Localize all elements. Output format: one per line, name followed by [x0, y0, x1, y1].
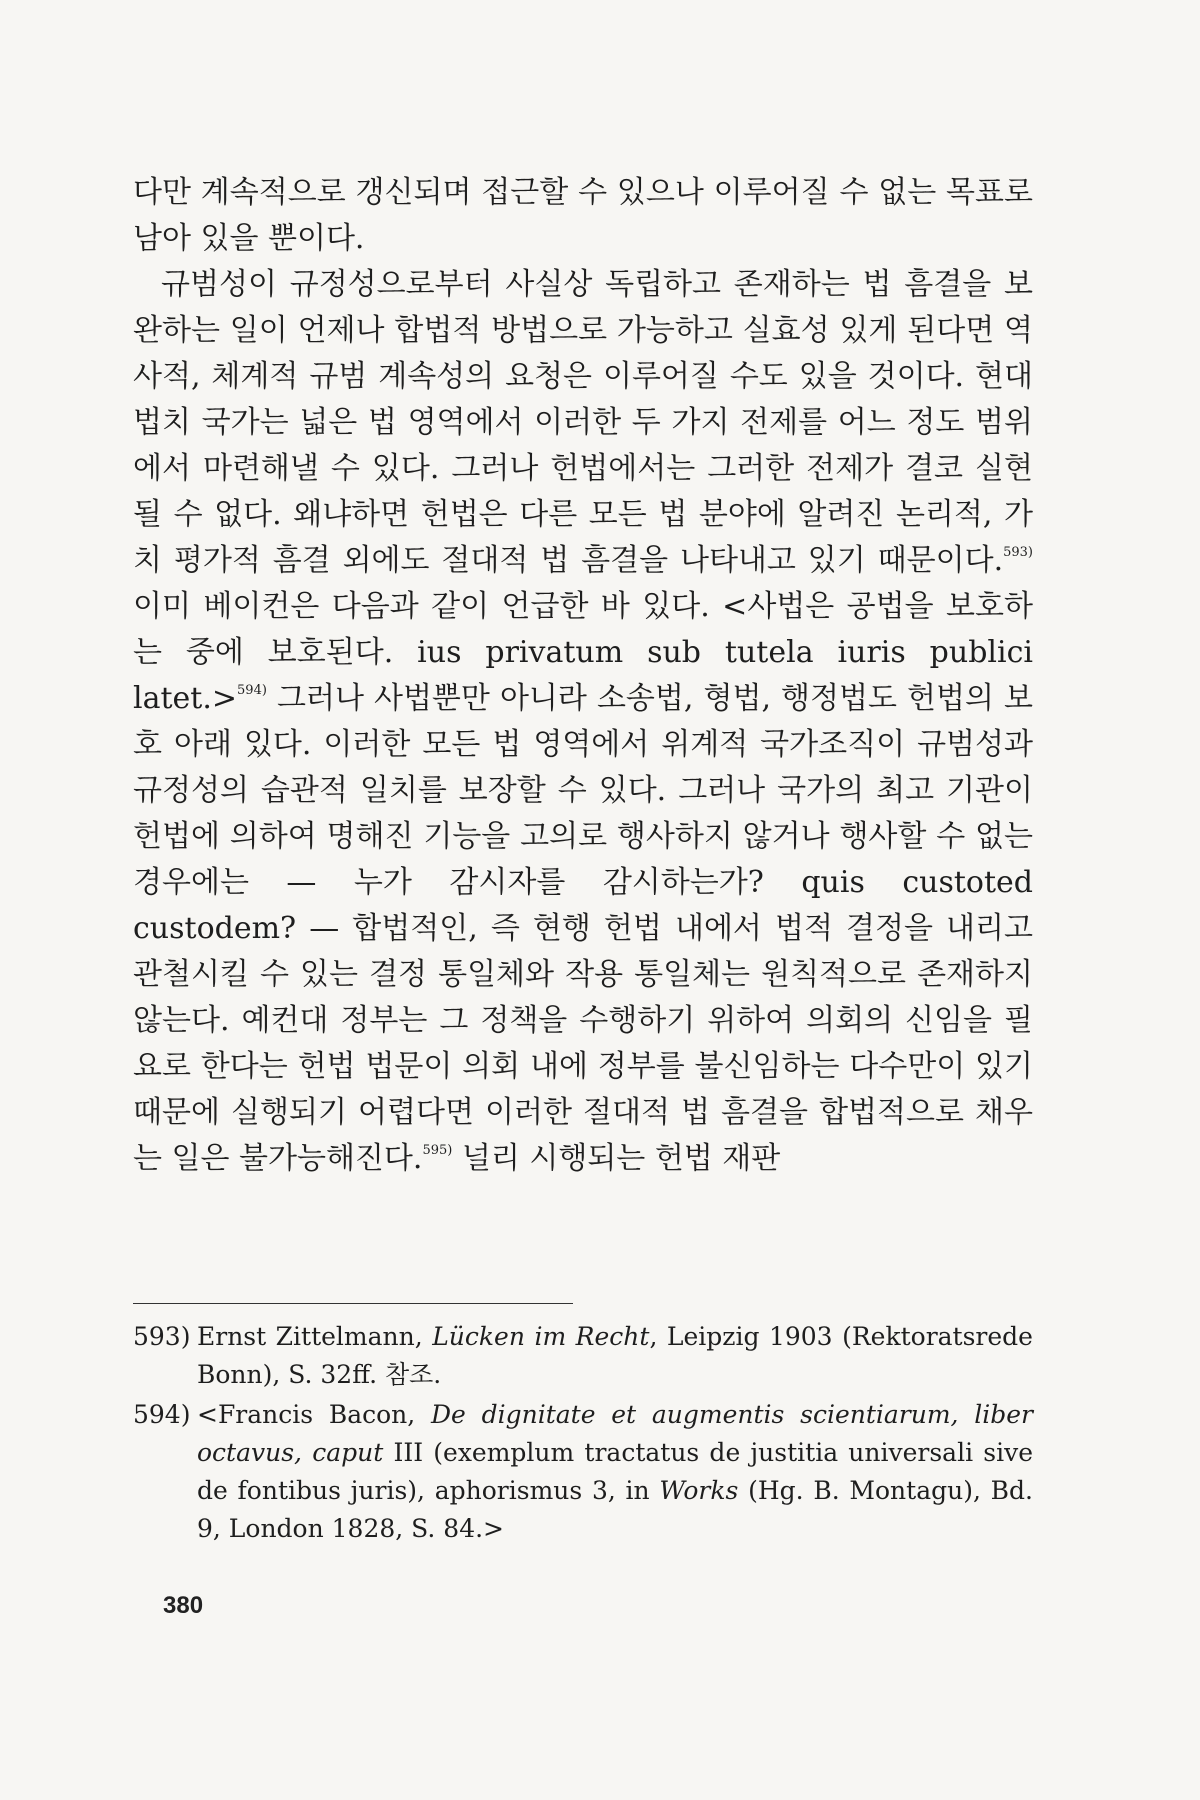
footnote-number: 593)	[133, 1322, 191, 1351]
footnote-title-italic: Works	[659, 1476, 739, 1505]
footnote-part: Ernst Zittelmann,	[197, 1322, 433, 1351]
footnote-part: , Leipzig 1903 (Rektoratsrede Bonn), S. 32ff. 참조.	[197, 1322, 1033, 1389]
footnote-ref-593[interactable]: 593)	[1003, 545, 1033, 560]
body-text	[133, 170, 1033, 1182]
footnote-title-italic: Lücken im Recht	[432, 1322, 650, 1351]
footnote-ref-595[interactable]: 595)	[422, 1143, 453, 1158]
page-number: 380	[163, 1592, 204, 1619]
footnote-title-italic: De dignitate et augmentis scientiarum, liber octavus, caput	[197, 1400, 1033, 1467]
text-segment: 널리 시행되는 헌법 재판	[452, 1141, 781, 1176]
footnote-text	[197, 1318, 1033, 1394]
footnote-number: 594)	[133, 1400, 191, 1429]
paragraph-1: 다만 계속적으로 갱신되며 접근할 수 있으나 이루어질 수 없는 목표로 남아 있을 뿐이다.	[133, 175, 1033, 256]
footnote-594	[133, 1396, 1033, 1548]
paragraph-2	[133, 262, 1033, 1182]
footnote-part: III (exemplum tractatus de justitia universali sive de fontibus juris), aphorismus 3, in	[197, 1438, 1034, 1505]
footnote-part: (Hg. B. Montagu), Bd. 9, London 1828, S. 84.>	[197, 1476, 1033, 1543]
footnote-ref-594[interactable]: 594)	[237, 683, 267, 698]
footnote-part: <Francis Bacon,	[197, 1400, 431, 1429]
footnotes	[133, 1318, 1033, 1550]
footnote-593	[133, 1318, 1033, 1394]
footnote-divider	[133, 1303, 573, 1304]
text-segment: 그러나 사법뿐만 아니라 소송법, 형법, 행정법도 헌법의 보호 아래 있다. 이러한 모든 법 영역에서 위계적 국가조직이 규범성과 규정성의 습관적 일치를 보장할 수 있다. 그러나 국가의 최고 기관이 헌법에 의하여 명해진 기능을 고의로 행사하지 않거나 행사할 수 없는 경우에는 — 누가 감시자를 감시하는가? quis custoted custodem? — 합법적인, 즉 현행 헌법 내에서 법적 결정을 내리고 관철시킬 수 있는 결정 통일체와 작용 통일체는 원칙적으로 존재하지 않는다. 예컨대 정부는 그 정책을 수행하기 위하여 의회의 신임을 필요로 한다는 헌법 법문이 의회 내에 정부를 불신임하는 다수만이 있기 때문에 실행되기 어렵다면 이러한 절대적 법 흠결을 합법적으로 채우는 일은 불가능해진다.	[133, 681, 1033, 1176]
footnote-text	[197, 1396, 1033, 1548]
text-segment: 규범성이 규정성으로부터 사실상 독립하고 존재하는 법 흠결을 보완하는 일이 언제나 합법적 방법으로 가능하고 실효성 있게 된다면 역사적, 체계적 규범 계속성의 요청은 이루어질 수도 있을 것이다. 현대 법치 국가는 넓은 법 영역에서 이러한 두 가지 전제를 어느 정도 범위에서 마련해낼 수 있다. 그러나 헌법에서는 그러한 전제가 결코 실현될 수 없다. 왜냐하면 헌법은 다른 모든 법 분야에 알려진 논리적, 가치 평가적 흠결 외에도 절대적 법 흠결을 나타내고 있기 때문이다.	[133, 267, 1033, 578]
text-segment: 이미 베이컨은 다음과 같이 언급한 바 있다. <사법은 공법을 보호하는 중에 보호된다. ius privatum sub tutela iuris publici latet.>	[133, 589, 1033, 716]
